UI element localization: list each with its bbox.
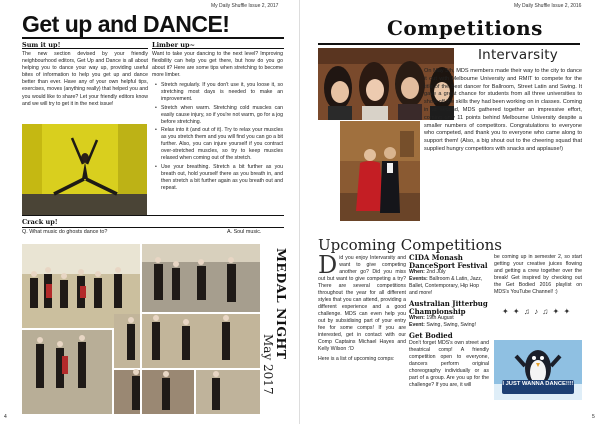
crack-up-rule xyxy=(22,227,284,228)
event-events-value: Ballroom & Latin, Jazz, Ballet, Contemporary, Hip Hop and more! xyxy=(409,276,483,297)
competitions-rule xyxy=(318,43,580,45)
event-item-cida xyxy=(409,254,489,297)
splits-photo xyxy=(22,124,147,216)
event-events-label: Events: xyxy=(409,276,428,283)
title-rule xyxy=(22,37,284,39)
page-title-get-up-and-dance: Get up and DANCE! xyxy=(22,11,230,37)
limber-up-rule xyxy=(152,48,284,49)
event-when xyxy=(409,269,489,276)
intervarsity-heading: Intervarsity xyxy=(478,47,558,63)
medal-night-collage xyxy=(22,244,260,414)
penguin-caption: I JUST WANNA DANCE!!!! xyxy=(502,381,574,387)
joke-question: Q. What music do ghosts dance to? xyxy=(22,229,108,235)
penguin-dance-image xyxy=(494,340,582,400)
music-notes-decoration: ✦ ✦ ♫ ♪ ♫ ✦ ✦ xyxy=(502,307,572,316)
page-number-left: 4 xyxy=(4,414,7,420)
joke-answer: A. Soul music. xyxy=(227,229,262,235)
medal-night-title: MEDAL NIGHT xyxy=(274,248,289,360)
event-item-jitterbug xyxy=(409,300,489,329)
event-events xyxy=(409,276,489,297)
limber-tip: • Relax into it (and out of it). Try to relax your muscles as you stretch them and you will find you can go a bit further. Also, you can injure yourself if you contract over-stretched muscles, so try to keep muscles relaxed when coming out of the stretch. xyxy=(155,127,283,162)
sum-it-up-heading: Sum it up! xyxy=(22,41,61,49)
intervarsity-couple-photo xyxy=(340,121,420,221)
event-item-get-bodied xyxy=(409,332,489,389)
event-when-value: 2nd July xyxy=(426,269,446,276)
limber-up-intro: Want to take your dancing to the next level? Improving flexibility can help you get there, but how do you go about it? Here are some tips when stretching to become more limber. xyxy=(152,51,283,79)
event-events xyxy=(409,322,489,329)
event-name: Australian Jitterbug Championship xyxy=(409,299,488,316)
sum-it-up-body: The new section devised by your friendly neighbourhood editors, Get Up and Dance is all about helping you to dance your way up, providing useful bites of information to help you get up and dance better than ever. Have any of your own helpful tips, exercises, moves (anything really) that helped you and you would like to share? Let your friendly editors know and we will try to get it in the next issue! xyxy=(22,51,148,107)
left-page-header: My Daily Shuffle Issue 2, 2017 xyxy=(211,3,279,9)
event-when xyxy=(409,315,489,322)
intervarsity-body: On May 5th, MDS members made their way to the city to dance it out with Melbourne University and RMIT to compete for the title of the best dancer for Ballroom, Street Latin and Swing. It gave a great chance for students from all three universities to show off the skills they had been working on in classes. Coming in at second, MDS gathered together an impressive effort, coming only 11 points behind Melbourne University despite a smaller numbers of competitors. Congratulations to everyone who competed, and thank you to everyone who came along to support them! (Also, a big shout out to the cheering squad that supplied hungry competitors with snacks and applause!) xyxy=(424,68,582,152)
event-events-value: Swing, Swing, Swing! xyxy=(426,322,476,329)
sum-it-up-rule xyxy=(22,48,148,49)
crack-up-box xyxy=(22,215,284,237)
limber-up-heading: Limber up~ xyxy=(152,41,196,49)
event-when-value: 19th August xyxy=(426,315,454,322)
medal-night-date: May 2017 xyxy=(261,334,275,395)
event-when-label: When: xyxy=(409,315,425,322)
upcoming-outro: Here is a list of upcoming comps: xyxy=(318,356,395,362)
upcoming-intro xyxy=(318,251,406,363)
page-title-competitions: Competitions xyxy=(387,16,543,40)
event-events-label: Event: xyxy=(409,322,425,329)
medal-night-vertical-title xyxy=(262,248,298,408)
get-bodied-body-left: Don't forget MDS's own street and theatrical comp! A friendly competition open to everyone, dancers perform original choreography individually or as part of a group. Are you up for the challenge? If you are, it will xyxy=(409,339,489,388)
limber-tips-list xyxy=(155,82,283,194)
page-number-right: 5 xyxy=(592,414,595,420)
upcoming-intro-text: id you enjoy Intervarsity and want to give competing another go? Did you miss out but want to give competing a try? There are several competitions throughout the year for all different styles that you can attend, providing a different experience and a good challenge. MDS can even help you out by subsidising part of your entry fee for some comps! If you are interested, get in contact with our Comp Captains Michael Hayes and Kelly Wilson :'D xyxy=(318,255,406,352)
upcoming-dropcap: D xyxy=(318,251,338,279)
get-bodied-heading: Get Bodied xyxy=(409,331,453,341)
crack-up-heading: Crack up! xyxy=(22,218,58,226)
event-name: CIDA Monash DanceSport Festival xyxy=(409,253,488,270)
events-list xyxy=(409,254,489,389)
limber-tip: • Use your breathing. Stretch a bit further as you breath out, hold yourself there as you breath in, and then stretch a bit further again as you breath out and repeat. xyxy=(155,164,283,192)
event-when-label: When: xyxy=(409,269,425,276)
limber-tip: • Stretch when warm. Stretching cold muscles can easily cause injury, so if you're not warm, go for a jog before stretching. xyxy=(155,105,283,126)
limber-tip: • Stretch regularly. If you don't use it, you loose it, so stretching most days is needed to make an improvement. xyxy=(155,82,283,103)
right-page-header: My Daily Shuffle Issue 2, 2016 xyxy=(514,3,582,9)
get-bodied-body-right: be coming up in semester 2, so start getting your creative juices flowing and getting a crew together over the break! Get inspired by checking out the Get Bodied 2016 playlist on MDS's YouTube Channel! :) xyxy=(494,254,582,295)
upcoming-competitions-heading: Upcoming Competitions xyxy=(318,236,502,254)
